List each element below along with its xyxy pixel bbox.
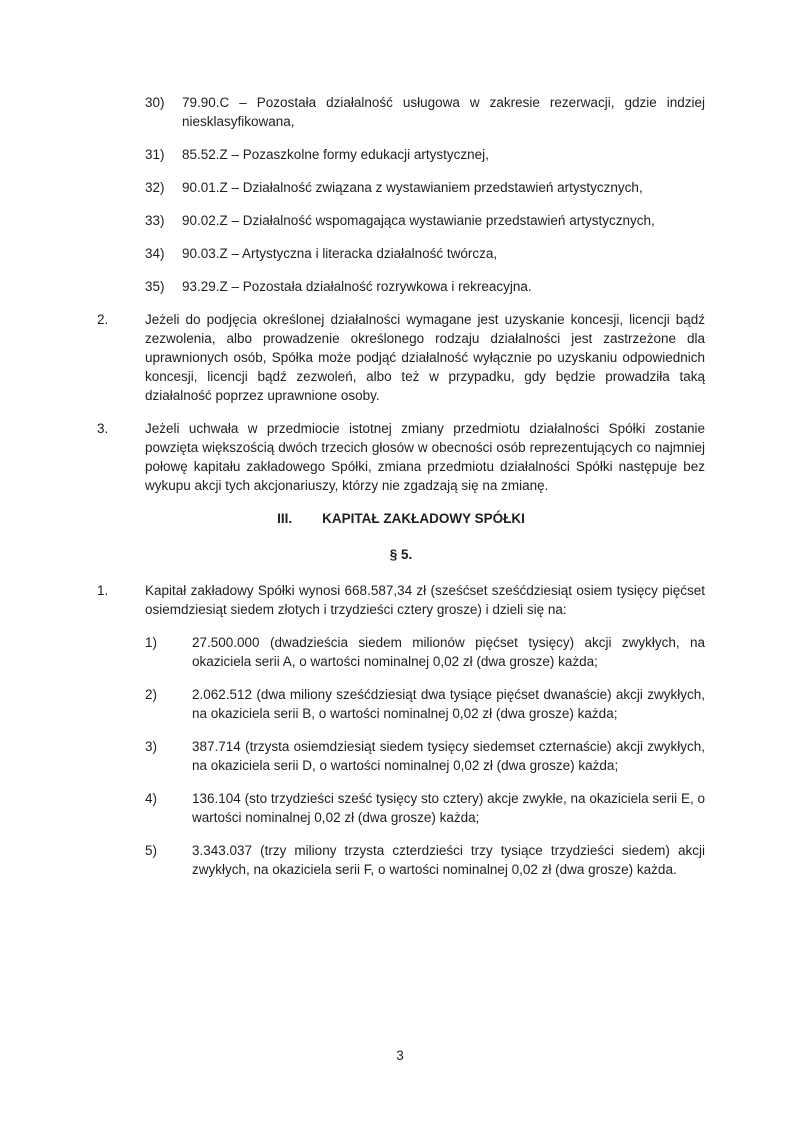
list-item-number: 4)	[145, 791, 158, 806]
section-heading	[97, 509, 705, 528]
list-item-number: 5)	[145, 843, 158, 858]
list-item-text: 79.90.C – Pozostała działalność usługowa w zakresie rezerwacji, gdzie indziej niesklasyfikowana,	[182, 95, 705, 129]
activity-list-item	[97, 145, 705, 164]
paragraph-heading: § 5.	[389, 547, 413, 562]
activity-list-item	[97, 211, 705, 230]
share-series-item	[97, 685, 705, 723]
list-item-number: 32)	[145, 180, 165, 195]
list-item-number: 1)	[145, 635, 158, 650]
activity-list-item	[97, 178, 705, 197]
list-item-text: 93.29.Z – Pozostała działalność rozrywkowa i rekreacyjna.	[182, 279, 532, 294]
clause-item	[97, 310, 705, 405]
list-item-text: 90.01.Z – Działalność związana z wystawianiem przedstawień artystycznych,	[182, 180, 643, 195]
clause-text: Jeżeli do podjęcia określonej działalności wymagane jest uzyskanie koncesji, licencji bądź zezwolenia, albo prowadzenie określonego rodzaju działalności jest zastrzeżone dla uprawnionych osób, Spółka może podjąć działalność wyłącznie po uzyskaniu odpowiednich koncesji, licencji bądź zezwoleń, albo też w przypadku, gdy będzie prowadziła taką działalność poprzez uprawnione osoby.	[145, 312, 705, 403]
share-series-item	[97, 789, 705, 827]
share-series-item	[97, 633, 705, 671]
clause-number: 3.	[97, 421, 109, 436]
clause-number: 2.	[97, 312, 109, 327]
list-item-text: 136.104 (sto trzydzieści sześć tysięcy sto cztery) akcje zwykłe, na okaziciela serii E, o wartości nominalnej 0,02 zł (dwa grosze) każda;	[192, 791, 705, 825]
list-item-number: 34)	[145, 246, 165, 261]
activity-list-item	[97, 93, 705, 131]
list-item-number: 3)	[145, 739, 158, 754]
list-item-text: 90.03.Z – Artystyczna i literacka działalność twórcza,	[182, 246, 498, 261]
clause-item	[97, 419, 705, 495]
page-number: 3	[396, 1048, 404, 1063]
list-item-text: 2.062.512 (dwa miliony sześćdziesiąt dwa tysiące pięćset dwanaście) akcji zwykłych, na okaziciela serii B, o wartości nominalnej 0,02 zł (dwa grosze) każda;	[192, 687, 705, 721]
list-item-text: 3.343.037 (trzy miliony trzysta czterdzieści trzy tysiące trzydzieści siedem) akcji zwykłych, na okaziciela serii F, o wartości nominalnej 0,02 zł (dwa grosze) każda.	[192, 843, 705, 877]
list-item-number: 2)	[145, 687, 158, 702]
list-item-text: 90.02.Z – Działalność wspomagająca wystawianie przedstawień artystycznych,	[182, 213, 655, 228]
list-item-text: 85.52.Z – Pozaszkolne formy edukacji artystycznej,	[182, 147, 489, 162]
list-item-number: 35)	[145, 279, 165, 294]
list-item-text: 387.714 (trzysta osiemdziesiąt siedem tysięcy siedemset czternaście) akcji zwykłych, na okaziciela serii D, o wartości nominalnej 0,02 zł (dwa grosze) każda;	[192, 739, 705, 773]
activity-list-item	[97, 244, 705, 263]
list-item-number: 31)	[145, 147, 165, 162]
list-item-number: 30)	[145, 95, 165, 110]
share-series-item	[97, 841, 705, 879]
clause-text: Jeżeli uchwała w przedmiocie istotnej zmiany przedmiotu działalności Spółki zostanie powzięta większością dwóch trzecich głosów w obecności osób reprezentujących co najmniej połowę kapitału zakładowego Spółki, zmiana przedmiotu działalności Spółki następuje bez wykupu akcji tych akcjonariuszy, którzy nie zgadzają się na zmianę.	[145, 421, 705, 493]
list-item-number: 33)	[145, 213, 165, 228]
share-series-item	[97, 737, 705, 775]
document-body	[97, 93, 705, 893]
activity-list-item	[97, 277, 705, 296]
clause-item	[97, 581, 705, 619]
clause-number: 1.	[97, 583, 109, 598]
clause-text: Kapitał zakładowy Spółki wynosi 668.587,34 zł (sześćset sześćdziesiąt osiem tysięcy pięćset osiemdziesiąt siedem złotych i trzydzieści cztery grosze) i dzieli się na:	[145, 583, 705, 617]
section-heading-numeral: III.	[277, 511, 293, 526]
list-item-text: 27.500.000 (dwadzieścia siedem milionów pięćset tysięcy) akcji zwykłych, na okaziciela serii A, o wartości nominalnej 0,02 zł (dwa grosze) każda;	[192, 635, 705, 669]
section-heading-title: KAPITAŁ ZAKŁADOWY SPÓŁKI	[322, 511, 525, 526]
